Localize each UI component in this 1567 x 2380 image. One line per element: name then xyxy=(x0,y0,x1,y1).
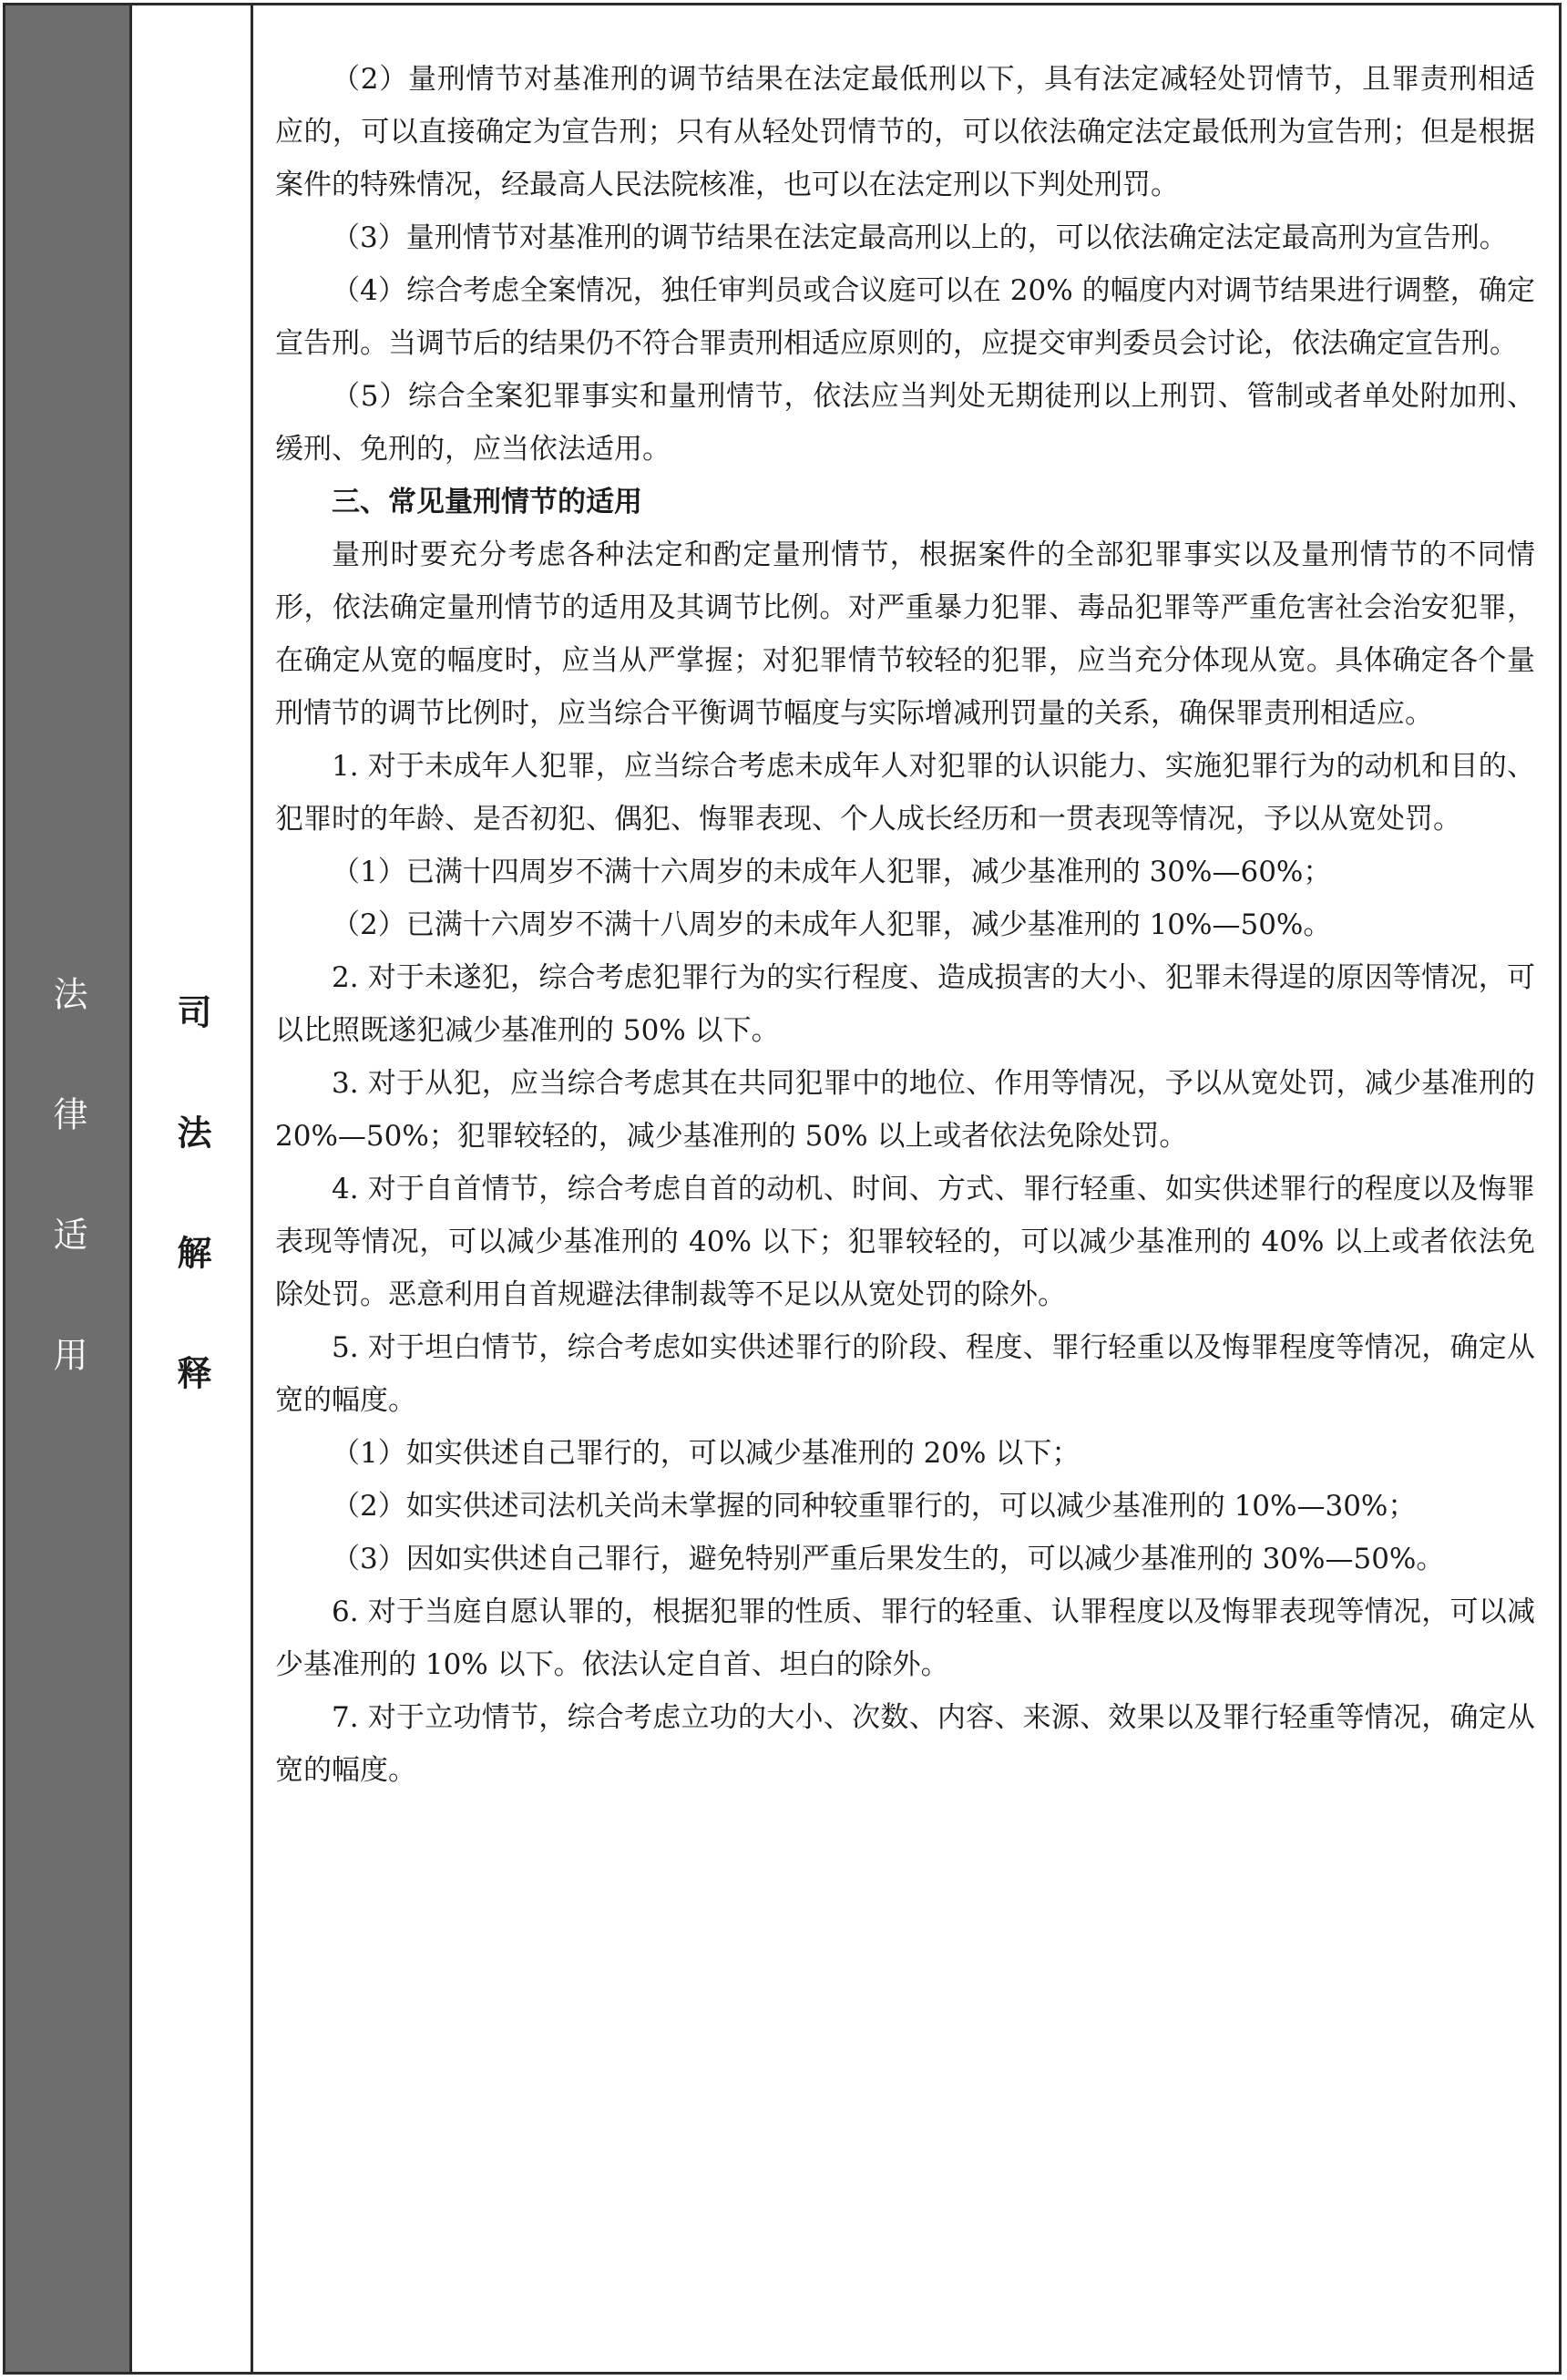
paragraph: （3）量刑情节对基准刑的调节结果在法定最高刑以上的，可以依法确定法定最高刑为宣告刑。 xyxy=(332,221,1508,254)
paragraph: 6. 对于当庭自愿认罪的，根据犯罪的性质、罪行的轻重、认罪程度以及悔罪表现等情况，可以减少基准刑的 10% 以下。依法认定自首、坦白的除外。 xyxy=(275,1595,1535,1681)
paragraph: 1. 对于未成年人犯罪，应当综合考虑未成年人对犯罪的认识能力、实施犯罪行为的动机和目的、犯罪时的年龄、是否初犯、偶犯、悔罪表现、个人成长经历和一贯表现等情况，予以从宽处罚。 xyxy=(275,750,1535,836)
paragraph: （2）已满十六周岁不满十八周岁的未成年人犯罪，减少基准刑的 10%—50%。 xyxy=(332,908,1332,941)
paragraph: （5）综合全案犯罪事实和量刑情节，依法应当判处无期徒刑以上刑罚、管制或者单处附加刑、缓刑、免刑的，应当依法适用。 xyxy=(275,380,1535,466)
section-heading: 三、常见量刑情节的适用 xyxy=(332,486,642,518)
paragraph: （2）如实供述司法机关尚未掌握的同种较重罪行的，可以减少基准刑的 10%—30%； xyxy=(332,1490,1417,1523)
subcategory-label: 司法解释 xyxy=(171,993,211,1475)
paragraph: （4）综合考虑全案情况，独任审判员或合议庭可以在 20% 的幅度内对调节结果进行调整，确定宣告刑。当调节后的结果仍不符合罪责刑相适应原则的，应提交审判委员会讨论，依法确定宣告刑。 xyxy=(275,274,1535,360)
paragraph: 5. 对于坦白情节，综合考虑如实供述罪行的阶段、程度、罪行轻重以及悔罪程度等情况，确定从宽的幅度。 xyxy=(275,1331,1535,1417)
paragraph: 2. 对于未遂犯，综合考虑犯罪行为的实行程度、造成损害的大小、犯罪未得逞的原因等情况，可以比照既遂犯减少基准刑的 50% 以下。 xyxy=(275,961,1535,1047)
paragraph: （1）已满十四周岁不满十六周岁的未成年人犯罪，减少基准刑的 30%—60%； xyxy=(332,856,1332,888)
document-table xyxy=(3,3,1562,2375)
paragraph: 量刑时要充分考虑各种法定和酌定量刑情节，根据案件的全部犯罪事实以及量刑情节的不同情形，依法确定量刑情节的适用及其调节比例。对严重暴力犯罪、毒品犯罪等严重危害社会治安犯罪，在确定从宽的幅度时，应当从严掌握；对犯罪情节较轻的犯罪，应当充分体现从宽。具体确定各个量刑情节的调节比例时，应当综合平衡调节幅度与实际增减刑罚量的关系，确保罪责刑相适应。 xyxy=(275,539,1535,730)
paragraph: 7. 对于立功情节，综合考虑立功的大小、次数、内容、来源、效果以及罪行轻重等情况，确定从宽的幅度。 xyxy=(275,1701,1535,1787)
content-body xyxy=(253,5,1559,2372)
category-label: 法律适用 xyxy=(47,975,87,1457)
category-column xyxy=(5,5,132,2372)
paragraph: （1）如实供述自己罪行的，可以减少基准刑的 20% 以下； xyxy=(332,1437,1081,1470)
paragraph: 3. 对于从犯，应当综合考虑其在共同犯罪中的地位、作用等情况，予以从宽处罚，减少基准刑的 20%—50%；犯罪较轻的，减少基准刑的 50% 以上或者依法免除处罚。 xyxy=(275,1067,1535,1153)
subcategory-column xyxy=(132,5,253,2372)
paragraph: （3）因如实供述自己罪行，避免特别严重后果发生的，可以减少基准刑的 30%—50%。 xyxy=(332,1543,1445,1575)
paragraph: 4. 对于自首情节，综合考虑自首的动机、时间、方式、罪行轻重、如实供述罪行的程度以及悔罪表现等情况，可以减少基准刑的 40% 以下；犯罪较轻的，可以减少基准刑的 40% 以上或者依法免除处罚。恶意利用自首规避法律制裁等不足以从宽处罚的除外。 xyxy=(275,1173,1535,1311)
paragraph: （2）量刑情节对基准刑的调节结果在法定最低刑以下，具有法定减轻处罚情节，且罪责刑相适应的，可以直接确定为宣告刑；只有从轻处罚情节的，可以依法确定法定最低刑为宣告刑；但是根据案件的特殊情况，经最高人民法院核准，也可以在法定刑以下判处刑罚。 xyxy=(275,63,1535,201)
